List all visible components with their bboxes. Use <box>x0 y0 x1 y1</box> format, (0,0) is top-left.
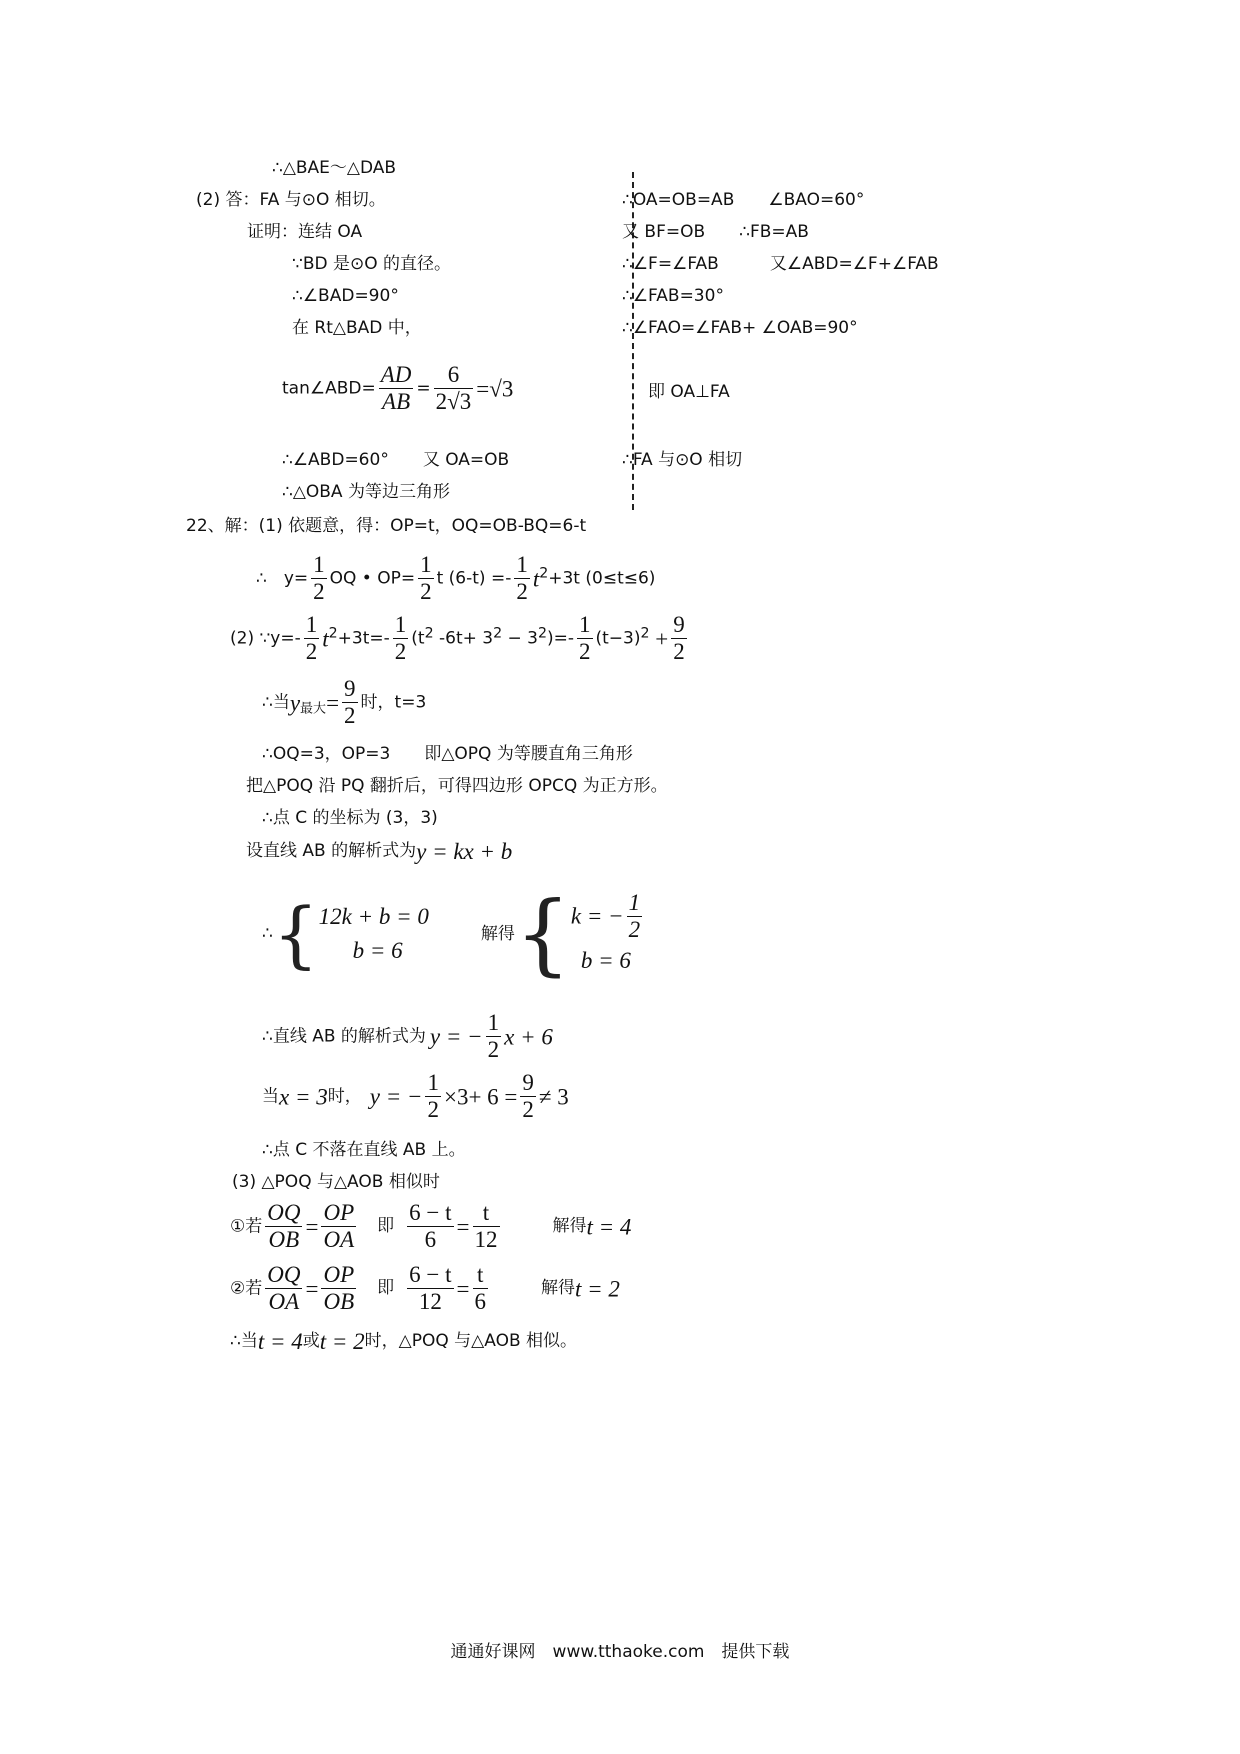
tan-equation <box>282 362 513 416</box>
eq-part: ∴直线 AB 的解析式为 <box>262 1026 426 1047</box>
fraction <box>418 552 434 606</box>
eq-part: 时，△POQ 与△AOB 相似。 <box>364 1331 578 1351</box>
text-line: 在 Rt△BAD 中， <box>292 318 422 338</box>
variable: t <box>532 566 540 592</box>
numerator: 6 <box>434 362 474 389</box>
equation-y <box>256 552 655 606</box>
exponent: 2 <box>424 625 434 642</box>
variable: x = 3 <box>279 1084 328 1110</box>
numerator: 1 <box>514 552 530 579</box>
fraction <box>577 612 593 666</box>
left-brace: { <box>272 892 319 977</box>
case-2 <box>230 1262 620 1316</box>
denominator: OB <box>268 1227 300 1253</box>
equals: = <box>305 1214 319 1240</box>
system-eq-2: b = 6 <box>352 938 403 964</box>
fraction <box>671 612 687 666</box>
eq-part: +3t (0≤t≤6) <box>548 568 656 589</box>
fraction <box>311 552 327 606</box>
max-value-line <box>262 676 426 730</box>
equation: y = kx + b <box>416 839 513 864</box>
text-line: 把△POQ 沿 PQ 翻折后，可得四边形 OPCQ 为正方形。 <box>246 776 668 796</box>
denominator: 12 <box>474 1227 498 1253</box>
numerator: OP <box>321 1262 356 1289</box>
system-lines <box>319 900 429 969</box>
denominator: 2 <box>487 1037 500 1063</box>
eq-part: y = − <box>369 1084 423 1110</box>
numerator: 1 <box>418 552 434 579</box>
numerator: 1 <box>304 612 320 639</box>
eq-part: 解得 <box>480 923 515 944</box>
eq-part: -6t+ 3 <box>433 628 494 649</box>
eq-part: ≠ 3 <box>538 1084 569 1110</box>
eq-part: 解得 <box>541 1278 575 1299</box>
denominator: 2√3 <box>435 389 472 415</box>
eq-part: 设直线 AB 的解析式为 <box>246 841 417 861</box>
denominator: 2 <box>305 639 318 665</box>
text-line: 证明：连结 OA <box>247 222 363 242</box>
text-line: 即 OA⊥FA <box>648 382 730 402</box>
eq-part: t (6-t) =- <box>436 568 512 589</box>
exponent: 2 <box>640 625 650 642</box>
solution-lines <box>571 890 645 978</box>
equals: = <box>456 1276 470 1302</box>
numerator: 9 <box>520 1070 536 1097</box>
numerator: 1 <box>577 612 593 639</box>
fraction <box>434 362 474 416</box>
eq-part: k = − <box>570 903 624 929</box>
numerator: t <box>473 1200 500 1227</box>
fraction <box>425 1070 441 1124</box>
system-eq-1: 12k + b = 0 <box>318 903 429 929</box>
solution: t = 2 <box>575 1276 620 1302</box>
line-result <box>262 1010 553 1064</box>
exponent: 2 <box>328 625 338 642</box>
denominator: 2 <box>427 1097 439 1123</box>
numerator: 9 <box>671 612 687 639</box>
variable: y <box>289 690 301 716</box>
numerator: t <box>473 1262 489 1289</box>
text-line: ∴∠FAB=30° <box>622 286 724 306</box>
page-footer: 通通好课网 www.tthaoke.com 提供下载 <box>450 1642 790 1662</box>
numerator: OQ <box>265 1200 302 1227</box>
eq-part: 时，t=3 <box>360 692 427 713</box>
denominator: 12 <box>418 1289 442 1315</box>
eq-part: ∴当 <box>230 1331 258 1351</box>
solution-k <box>571 890 645 944</box>
variable: t <box>322 626 329 652</box>
fraction <box>473 1200 500 1254</box>
subscript: 最大 <box>300 701 327 717</box>
text-line: ∴∠F=∠FAB 又∠ABD=∠F+∠FAB <box>622 254 939 274</box>
numerator: 1 <box>425 1070 441 1097</box>
text-line: (3) △POQ 与△AOB 相似时 <box>232 1172 440 1192</box>
equals: = <box>305 1276 319 1302</box>
denominator: OA <box>323 1227 355 1253</box>
check-line <box>262 1070 569 1124</box>
text-line: ∴∠BAD=90° <box>292 286 399 306</box>
denominator: 2 <box>394 639 407 665</box>
left-brace: { <box>514 882 571 986</box>
text-line: ∴点 C 的坐标为 (3，3) <box>262 808 438 828</box>
numerator: OQ <box>265 1262 302 1289</box>
eq-part: ∴当 <box>262 692 290 713</box>
eq-part: )=- <box>546 628 574 649</box>
fraction <box>486 1010 502 1064</box>
numerator: 1 <box>627 890 643 917</box>
text-line: ∴∠ABD=60° 又 OA=OB <box>282 450 510 470</box>
denominator: OB <box>323 1289 355 1315</box>
exponent: 2 <box>539 565 549 582</box>
fraction <box>627 890 643 944</box>
fraction <box>321 1200 356 1254</box>
fraction <box>265 1200 302 1254</box>
numerator: OP <box>321 1200 356 1227</box>
numerator: 1 <box>393 612 409 639</box>
final-line <box>230 1330 577 1353</box>
fraction <box>407 1200 453 1254</box>
eq-part: ×3+ 6 = <box>443 1084 518 1110</box>
eq-part: ∴ y= <box>256 568 309 589</box>
denominator: 2 <box>628 917 641 943</box>
text-line: ∴点 C 不落在直线 AB 上。 <box>262 1140 466 1160</box>
solution-b: b = 6 <box>580 947 631 973</box>
fraction <box>265 1262 302 1316</box>
equals: = <box>326 690 340 716</box>
numerator: 6 − t <box>407 1262 453 1289</box>
eq-part: 即 <box>377 1216 395 1237</box>
eq-part: 或 <box>302 1331 320 1351</box>
fraction <box>321 1262 356 1316</box>
text-line: (2) 答：FA 与⊙O 相切。 <box>196 190 386 210</box>
eq-part: x + 6 <box>504 1024 553 1050</box>
equation-system <box>262 882 645 986</box>
text-line: ∵BD 是⊙O 的直径。 <box>292 254 452 274</box>
solution: t = 4 <box>586 1214 632 1240</box>
denominator: 6 <box>424 1227 437 1253</box>
text-line: ∴△OBA 为等边三角形 <box>282 482 450 502</box>
eq-part: +3t=- <box>337 628 390 649</box>
text-line: 又 BF=OB ∴FB=AB <box>622 222 809 242</box>
tan-prefix: tan∠ABD= <box>282 378 376 399</box>
denominator: 2 <box>420 579 432 605</box>
eq-part: 时， <box>327 1086 362 1107</box>
text-line: ∴OQ=3，OP=3 即△OPQ 为等腰直角三角形 <box>262 744 633 764</box>
fraction <box>520 1070 536 1124</box>
eq-part: ∴ <box>262 923 273 944</box>
denominator: 2 <box>344 703 356 729</box>
denominator: 2 <box>516 579 528 605</box>
case-1 <box>230 1200 631 1254</box>
eq-part: − 3 <box>502 628 538 649</box>
eq-part: (t <box>411 628 425 649</box>
text-line: ∴OA=OB=AB ∠BAO=60° <box>622 190 865 210</box>
numerator: 9 <box>342 676 358 703</box>
line-equation-setup <box>246 840 512 863</box>
denominator: 2 <box>522 1097 534 1123</box>
text-line: ∴∠FAO=∠FAB+ ∠OAB=90° <box>622 318 858 338</box>
eq-part: OQ • OP= <box>329 568 416 589</box>
denominator: 6 <box>474 1289 486 1315</box>
fraction <box>393 612 409 666</box>
eq-part: ②若 <box>230 1278 263 1299</box>
exponent: 2 <box>537 625 547 642</box>
eq-part: ①若 <box>230 1216 263 1237</box>
eq-part: (t−3) <box>595 628 641 649</box>
equals: = <box>416 378 431 399</box>
denominator: 2 <box>673 639 685 665</box>
numerator: AD <box>379 362 414 389</box>
numerator: 1 <box>486 1010 502 1037</box>
fraction <box>304 612 320 666</box>
eq-part: 当 <box>262 1086 279 1107</box>
fraction <box>514 552 530 606</box>
fraction <box>473 1262 489 1316</box>
denominator: AB <box>382 389 411 415</box>
fraction <box>342 676 358 730</box>
numerator: 6 − t <box>407 1200 453 1227</box>
equation-vertex-form <box>230 612 690 666</box>
result: =√3 <box>476 376 514 402</box>
denominator: 2 <box>579 639 591 665</box>
eq-part: (2) ∵y=- <box>230 628 301 649</box>
eq-part: y = − <box>429 1024 483 1050</box>
exponent: 2 <box>493 625 503 642</box>
numerator: 1 <box>311 552 327 579</box>
fraction <box>407 1262 453 1316</box>
variable: t = 4 <box>257 1329 303 1354</box>
text-line: ∴△BAE～△DAB <box>272 158 397 178</box>
denominator: 2 <box>313 579 325 605</box>
text-line: 22、解：(1) 依题意，得：OP=t，OQ=OB-BQ=6-t <box>186 516 587 536</box>
denominator: OA <box>268 1289 300 1315</box>
text-line: ∴FA 与⊙O 相切 <box>622 450 743 470</box>
variable: t = 2 <box>319 1329 365 1354</box>
eq-part: 解得 <box>552 1216 587 1237</box>
eq-part: 即 <box>377 1278 395 1299</box>
fraction <box>379 362 414 416</box>
eq-part: + <box>649 626 669 652</box>
equals: = <box>456 1214 470 1240</box>
